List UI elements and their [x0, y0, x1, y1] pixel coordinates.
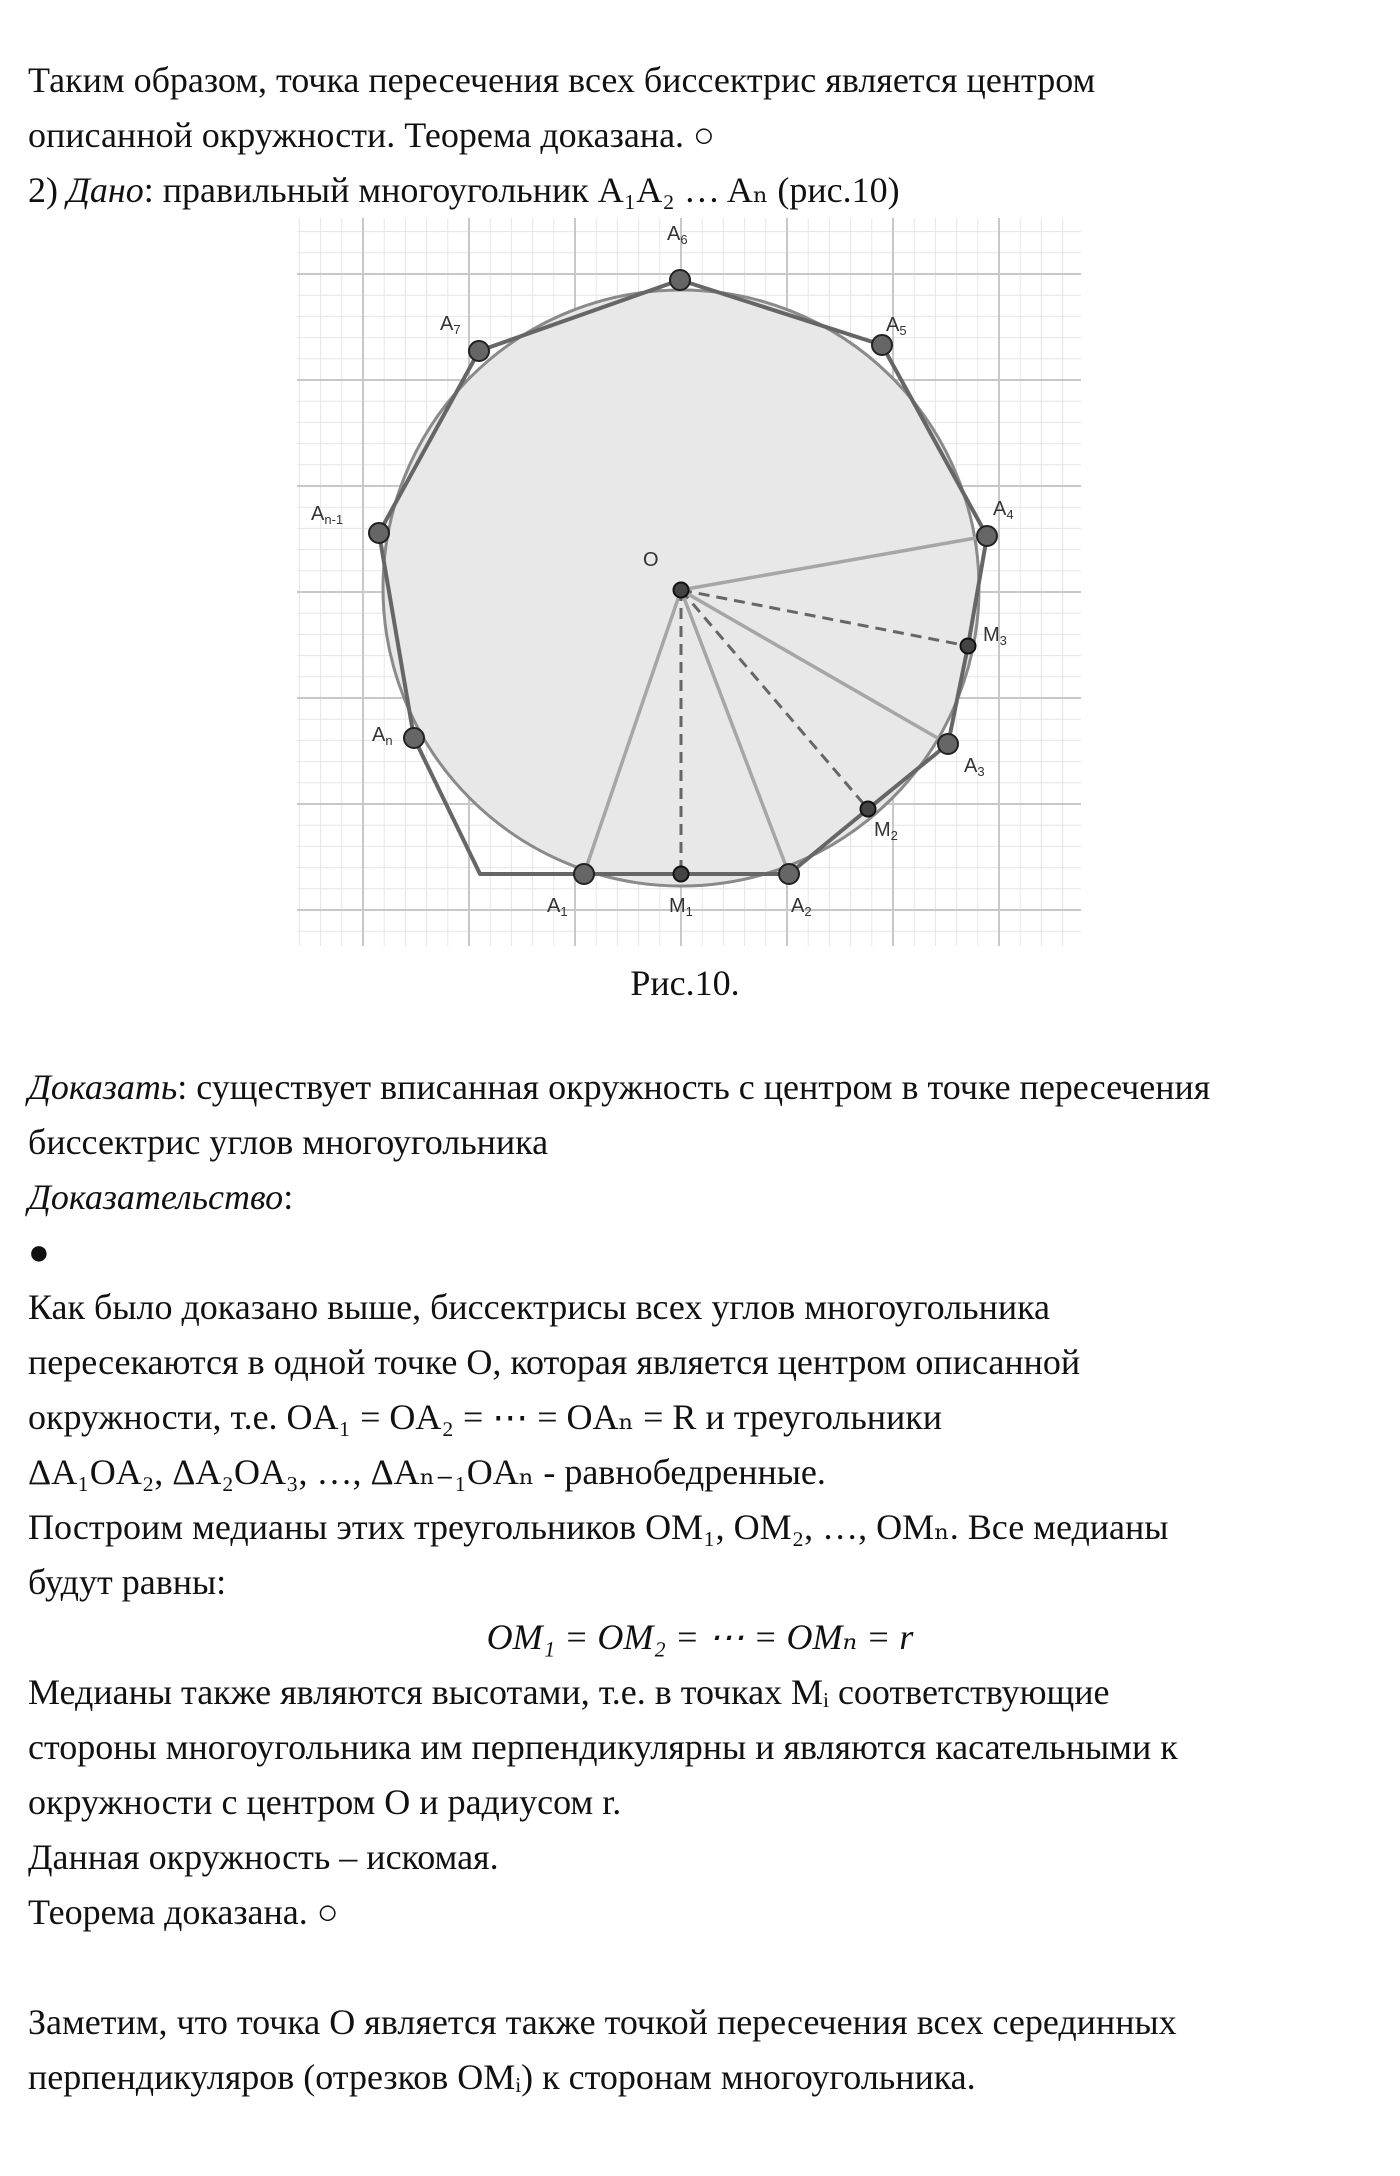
- given-text: : правильный многоугольник A₁A₂ … Aₙ (рис.10): [143, 170, 900, 210]
- text-line-17: окружности с центром O и радиусом r.: [28, 1782, 622, 1822]
- text-line-5: биссектрис углов многоугольника: [28, 1122, 549, 1162]
- text-line-12: Построим медианы этих треугольников OM₁, OM₂, …, OMₙ. Все медианы: [28, 1507, 1169, 1547]
- text-line-prove: [28, 1062, 1210, 1112]
- label-A6: $A_6$: [667, 223, 688, 247]
- label-An: $A_n$: [372, 724, 393, 748]
- figure-regular-polygon: [297, 218, 1081, 946]
- vertex-A5: [872, 335, 892, 355]
- midpoint-M2: [861, 802, 876, 817]
- text-line-16: стороны многоугольника им перпендикулярны и являются касательными к: [28, 1727, 1178, 1767]
- vertex-A3: [938, 734, 958, 754]
- text-line-13: будут равны:: [28, 1562, 227, 1602]
- bullet: ●: [28, 1232, 50, 1272]
- label-A1: $A_1$: [547, 895, 568, 919]
- proof-label: Доказательство: [28, 1177, 284, 1217]
- label-A3: $A_3$: [964, 755, 985, 779]
- label-A7: $A_7$: [440, 313, 461, 337]
- text-line-11: ΔA₁OA₂, ΔA₂OA₃, …, ΔAₙ₋₁OAₙ - равнобедренные.: [28, 1452, 826, 1492]
- text-line-3: [28, 165, 900, 215]
- midpoint-M1: [674, 867, 689, 882]
- text-line-18: Данная окружность – искомая.: [28, 1837, 499, 1877]
- equation-medians: OM₁ = OM₂ = ⋯ = OMₙ = r: [486, 1617, 914, 1657]
- label-M1: $M_1$: [669, 895, 693, 919]
- text-line-19: Теорема доказана. ○: [28, 1892, 339, 1932]
- vertex-A6: [670, 270, 690, 290]
- vertex-An: [404, 728, 424, 748]
- text-line-2: описанной окружности. Теорема доказана. ○: [28, 115, 715, 155]
- text-line-8: Как было доказано выше, биссектрисы всех углов многоугольника: [28, 1287, 1051, 1327]
- label-An-1: $A_{n-1}$: [311, 503, 344, 527]
- text-line-1: Таким образом, точка пересечения всех биссектрис является центром: [28, 60, 1096, 100]
- label-M3: $M_3$: [983, 624, 1007, 648]
- label-A5: $A_5$: [886, 314, 907, 338]
- text-line-21: перпендикуляров (отрезков OMᵢ) к сторонам многоугольника.: [28, 2057, 976, 2097]
- text-line-10: окружности, т.е. OA₁ = OA₂ = ⋯ = OAₙ = R и треугольники: [28, 1397, 943, 1437]
- label-O: O: [643, 549, 659, 571]
- label-A4: $A_4$: [993, 498, 1014, 522]
- label-M2: $M_2$: [874, 819, 898, 843]
- center-point-O: [674, 583, 689, 598]
- given-label: Дано: [67, 170, 144, 210]
- text-line-15: Медианы также являются высотами, т.е. в точках Mᵢ соответствующие: [28, 1672, 1110, 1712]
- item-number: 2): [28, 170, 67, 210]
- text-line-proof: [28, 1172, 293, 1222]
- vertex-A1: [574, 864, 594, 884]
- prove-label: Доказать: [28, 1067, 178, 1107]
- midpoint-M3: [961, 639, 976, 654]
- text-line-20: Заметим, что точка O является также точкой пересечения всех серединных: [28, 2002, 1177, 2042]
- proof-colon: :: [283, 1177, 294, 1217]
- vertex-A4: [977, 526, 997, 546]
- vertex-An-1: [369, 523, 389, 543]
- label-A2: $A_2$: [791, 895, 812, 919]
- vertex-A2: [779, 864, 799, 884]
- prove-text: : существует вписанная окружность с центром в точке пересечения: [177, 1067, 1211, 1107]
- vertex-A7: [469, 341, 489, 361]
- text-line-9: пересекаются в одной точке O, которая является центром описанной: [28, 1342, 1081, 1382]
- figure-caption: Рис.10.: [630, 963, 740, 1003]
